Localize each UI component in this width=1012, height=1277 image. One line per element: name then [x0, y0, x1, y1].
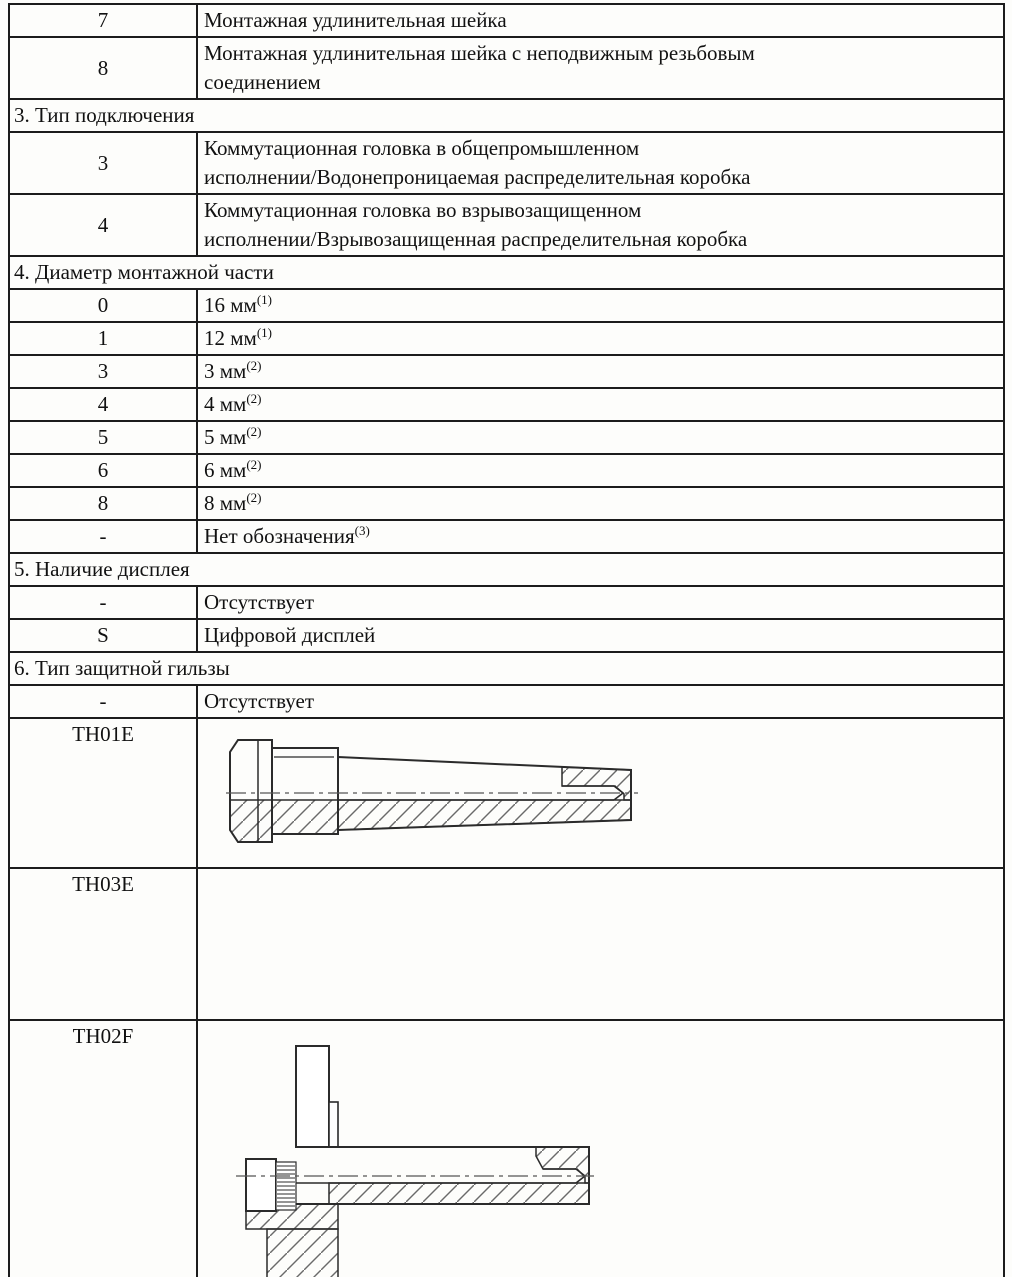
section-header-cell: 3. Тип подключения [9, 99, 1004, 132]
description-cell: Цифровой дисплей [197, 619, 1004, 652]
table-row [9, 487, 1004, 520]
code-cell: 8 [9, 37, 197, 99]
description-cell: Нет обозначения$^{(3)}$ [197, 520, 1004, 553]
footnote-superscript: (3) [354, 523, 370, 538]
table-row [9, 553, 1004, 586]
section-header-cell: 4. Диаметр монтажной части [9, 256, 1004, 289]
drawing-cell [197, 718, 1004, 868]
code-cell: 0 [9, 289, 197, 322]
footnote-superscript: (1) [256, 325, 273, 340]
code-cell: 3 [9, 355, 197, 388]
footnote-superscript: (2) [246, 391, 262, 406]
code-cell: TH01E [9, 718, 197, 868]
description-cell: Монтажная удлинительная шейка с неподвижным резьбовым соединением [197, 37, 1004, 99]
table-row [9, 718, 1004, 868]
description-cell: Монтажная удлинительная шейка [197, 4, 1004, 37]
description-cell: 16 $мм^{(1)}$ [197, 289, 1004, 322]
code-cell: TH02F [9, 1020, 197, 1277]
code-cell: - [9, 586, 197, 619]
footnote-superscript: (1) [256, 292, 273, 307]
description-cell: 3 $мм^{(2)}$ [197, 355, 1004, 388]
footnote-superscript: (2) [246, 424, 262, 439]
table-row [9, 99, 1004, 132]
description-cell: 6 $мм^{(2)}$ [197, 454, 1004, 487]
table-row [9, 322, 1004, 355]
description-cell: 4 $мм^{(2)}$ [197, 388, 1004, 421]
drawing-cell [197, 868, 1004, 1020]
description-cell: Коммутационная головка во взрывозащищенном исполнении/Взрывозащищенная распределительная коробка [197, 194, 1004, 256]
section-header-cell: 5. Наличие дисплея [9, 553, 1004, 586]
code-cell: S [9, 619, 197, 652]
footnote-superscript: (2) [246, 358, 262, 373]
table-row [9, 388, 1004, 421]
code-cell: 4 [9, 388, 197, 421]
code-cell: - [9, 520, 197, 553]
table-row [9, 37, 1004, 99]
table-row [9, 586, 1004, 619]
table-row [9, 454, 1004, 487]
ordering-table-body [9, 4, 1004, 1277]
description-cell: 12 $мм^{(1)}$ [197, 322, 1004, 355]
table-row [9, 652, 1004, 685]
table-row [9, 194, 1004, 256]
table-row [9, 619, 1004, 652]
th02f-thermowell-drawing [236, 1032, 596, 1277]
section-header-cell: 6. Тип защитной гильзы [9, 652, 1004, 685]
code-cell: 4 [9, 194, 197, 256]
table-row [9, 4, 1004, 37]
code-cell: 6 [9, 454, 197, 487]
footnote-superscript: (2) [246, 490, 262, 505]
code-cell: 5 [9, 421, 197, 454]
code-cell: 8 [9, 487, 197, 520]
table-row [9, 520, 1004, 553]
table-row [9, 256, 1004, 289]
table-row [9, 421, 1004, 454]
th01e-thermowell-drawing [226, 736, 641, 848]
table-row [9, 685, 1004, 718]
code-cell: 3 [9, 132, 197, 194]
description-cell: 5 $мм^{(2)}$ [197, 421, 1004, 454]
code-cell: - [9, 685, 197, 718]
code-cell: 1 [9, 322, 197, 355]
ordering-code-table [8, 3, 1005, 1277]
table-row [9, 132, 1004, 194]
table-row [9, 289, 1004, 322]
drawing-cell [197, 1020, 1004, 1277]
description-cell: 8 $мм^{(2)}$ [197, 487, 1004, 520]
description-cell: Отсутствует [197, 685, 1004, 718]
table-row [9, 1020, 1004, 1277]
code-cell: 7 [9, 4, 197, 37]
table-row [9, 355, 1004, 388]
table-row [9, 868, 1004, 1020]
code-cell: TH03E [9, 868, 197, 1020]
description-cell: Коммутационная головка в общепромышленном исполнении/Водонепроницаемая распределительная коробка [197, 132, 1004, 194]
description-cell: Отсутствует [197, 586, 1004, 619]
footnote-superscript: (2) [246, 457, 262, 472]
